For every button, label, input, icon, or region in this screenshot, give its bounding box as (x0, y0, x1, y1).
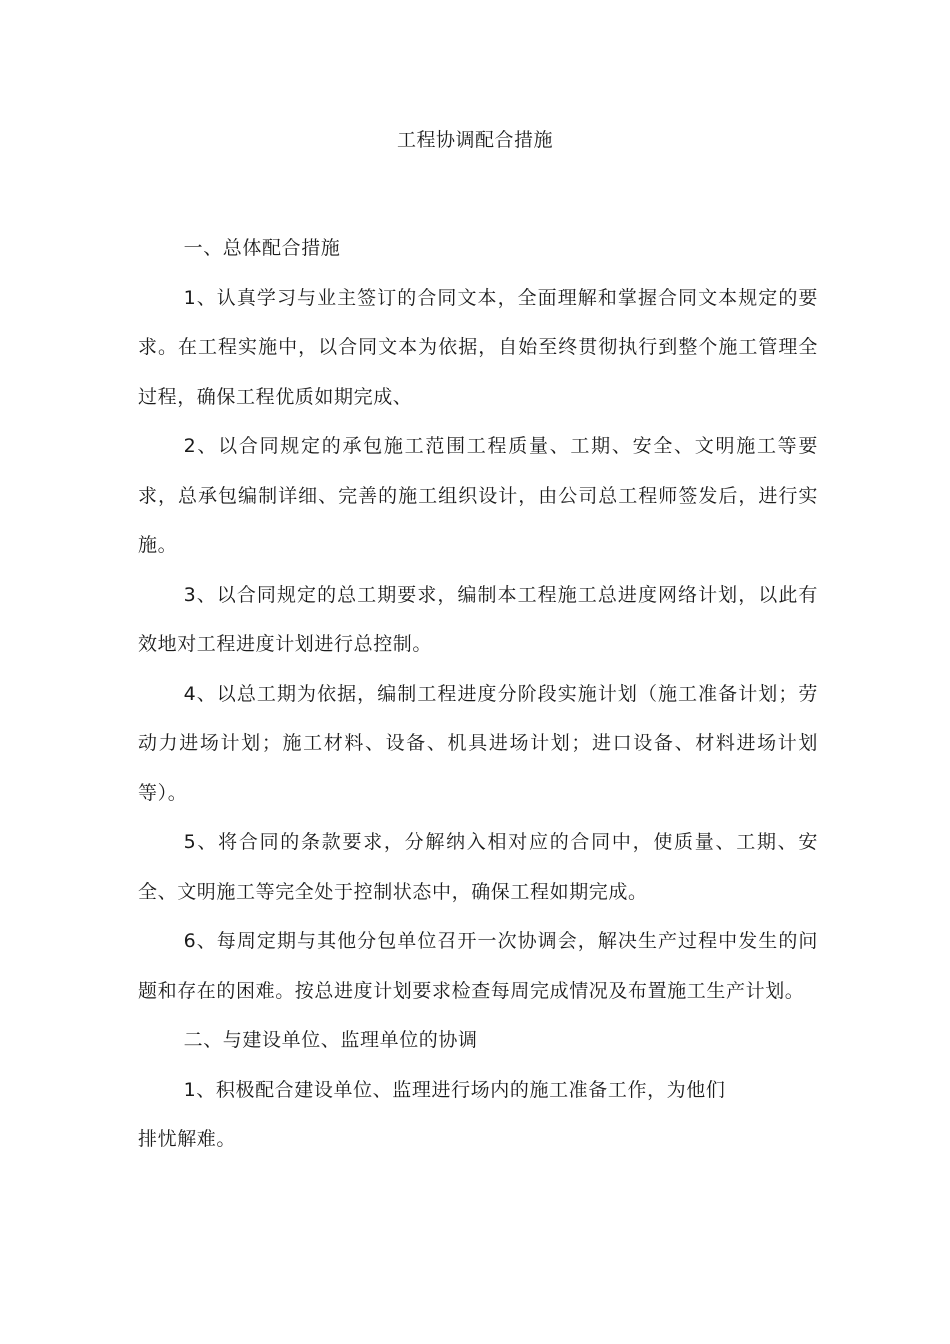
section-heading-overall: 一、总体配合措施 (183, 237, 341, 259)
paragraph-item-2-1: 1、积极配合建设单位、监理进行场内的施工准备工作，为他们 (183, 1078, 726, 1101)
paragraph-item-4: 4、以总工期为依据，编制工程进度分阶段实施计划（施工准备计划；劳动力进场计划；施工材料、设备、机具进场计划；进口设备、材料进场计划等）。 (138, 682, 818, 804)
paragraph-item-5: 5、将合同的条款要求，分解纳入相对应的合同中，使质量、工期、安全、文明施工等完全处于控制状态中，确保工程如期完成。 (138, 831, 818, 903)
paragraph-item-3: 3、以合同规定的总工期要求，编制本工程施工总进度网络计划，以此有效地对工程进度计划进行总控制。 (138, 583, 818, 655)
paragraph-item-2: 2、以合同规定的承包施工范围工程质量、工期、安全、文明施工等要求，总承包编制详细、完善的施工组织设计，由公司总工程师签发后，进行实施。 (138, 435, 818, 556)
section-heading-coordination: 二、与建设单位、监理单位的协调 (183, 1029, 478, 1051)
paragraph-item-6: 6、每周定期与其他分包单位召开一次协调会，解决生产过程中发生的问题和存在的困难。按总进度计划要求检查每周完成情况及布置施工生产计划。 (138, 930, 818, 1002)
paragraph-continuation: 排忧解难。 (138, 1128, 237, 1150)
paragraph-item-1: 1、认真学习与业主签订的合同文本，全面理解和掌握合同文本规定的要求。在工程实施中，以合同文本为依据，自始至终贯彻执行到整个施工管理全过程，确保工程优质如期完成、 (138, 286, 818, 408)
document-title: 工程协调配合措施 (396, 129, 553, 151)
document-body (138, 224, 818, 1165)
